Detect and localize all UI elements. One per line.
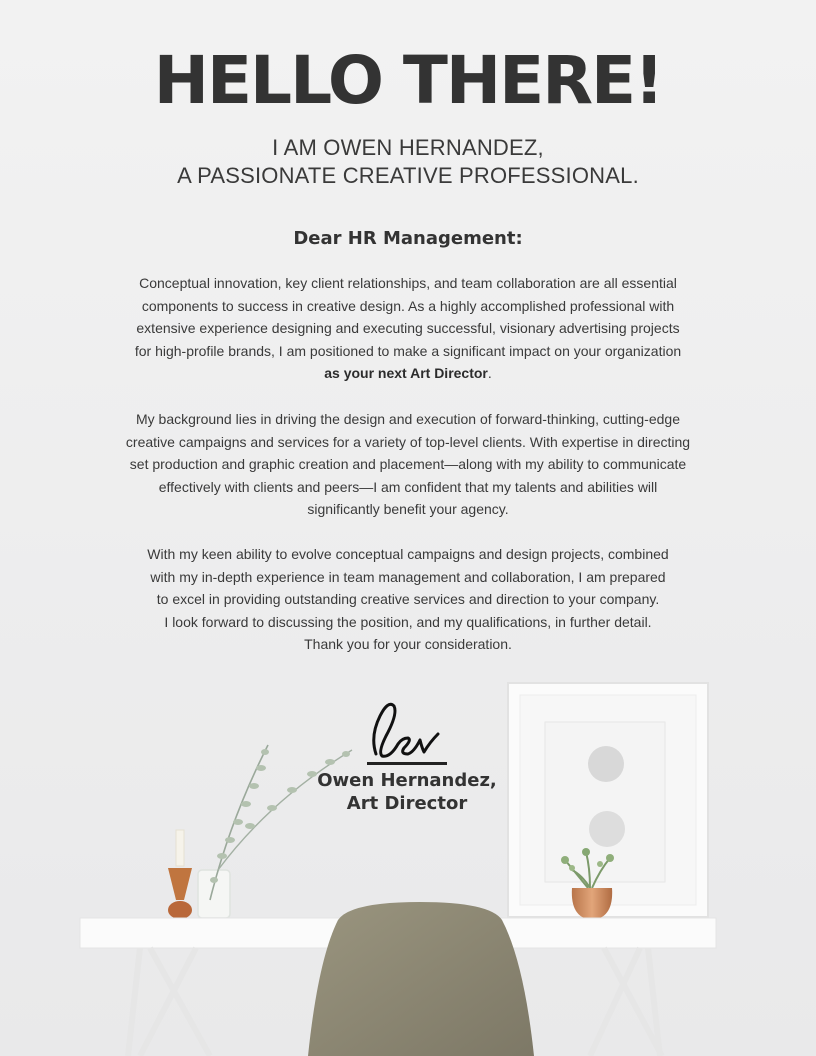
paragraph-line: My background lies in driving the design and execution of forward-thinking, cutting-edge [136,411,680,427]
framed-art-icon [508,683,708,917]
subheadline-line-2: A PASSIONATE CREATIVE PROFESSIONAL. [177,163,639,188]
paragraph-1 [108,272,708,385]
paragraph-line: significantly benefit your agency. [307,501,509,518]
signature-name [300,769,514,815]
signer-name: Owen Hernandez, [317,770,497,791]
paragraph-line: with my in-depth experience in team management and collaboration, I am prepared [150,568,666,585]
paragraph-line: I look forward to discussing the position, and my qualifications, in further detail. [164,613,652,630]
signature-line [367,762,447,765]
paragraph-line: With my keen ability to evolve conceptual campaigns and design projects, combined [147,546,669,562]
subheadline-line-1: I AM OWEN HERNANDEZ, [272,135,544,160]
subheadline [0,134,816,190]
paragraph-line: for high-profile brands, I am positioned to make a significant impact on your organization [134,342,682,359]
paragraph-line: set production and graphic creation and placement—along with my ability to communicate [129,456,687,473]
sentence-end: . [487,365,492,382]
paragraph-3 [108,543,708,656]
paragraph-2 [108,408,708,521]
salutation: Dear HR Management: [293,228,523,249]
paragraph-line: Conceptual innovation, key client relationships, and team collaboration are all essential [139,275,677,291]
signature-block [300,696,514,815]
chair-icon [308,902,534,1056]
target-role: as your next Art Director [324,365,488,382]
signature-icon [362,696,452,762]
paragraph-line: Thank you for your consideration. [304,636,512,653]
signer-title: Art Director [346,793,468,814]
paragraph-line: to excel in providing outstanding creative services and direction to your company. [156,591,660,608]
headline: HELLO THERE! [153,42,663,119]
paragraph-line: components to success in creative design. As a highly accomplished professional with [141,297,675,314]
paragraph-line: creative campaigns and services for a variety of top-level clients. With expertise in directing [125,433,691,450]
paragraph-line: extensive experience designing and executing successful, visionary advertising projects [136,320,680,337]
paragraph-line: effectively with clients and peers—I am confident that my talents and abilities will [158,478,658,495]
paragraph-line [108,362,708,385]
